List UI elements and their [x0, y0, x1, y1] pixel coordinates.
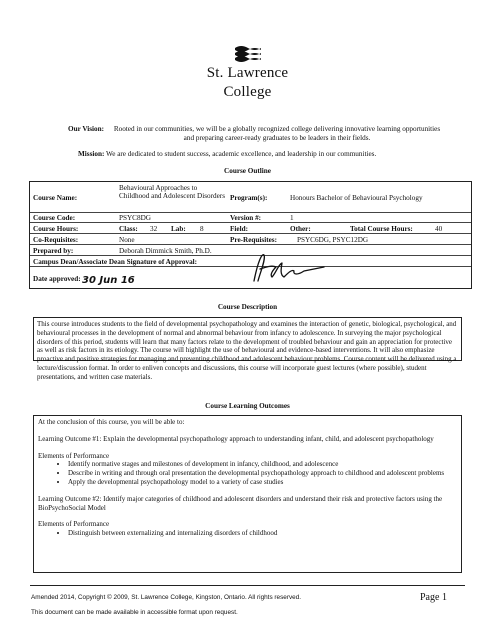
row-divider: [30, 233, 471, 234]
course-description-title: Course Description: [217, 303, 278, 311]
course-description-text: This course introduces students to the field of developmental psychopathology and examines the interaction of genetic, biological, psychological, and behavioural processes in the development of normal and abnormal behaviour from infancy to adolescence. In surveying the major psychological disorders of this period, students will learn that many factors relate to the development of troubled behaviour and gain an appreciation for protective as well as risk factors in its etiology. The course will highlight the use of behavioural and evidence-based interventions. It will also emphasize proactive and positive strategies for managing and preventing childhood and adolescent behaviour problems. Course content will be delivered using a lecture/discussion format. In order to enliven concepts and discussions, this course will incorporate guest lectures (where possible), student presentations, and written case materials.: [37, 320, 457, 381]
version-value: 1: [290, 214, 294, 222]
row-divider: [30, 244, 471, 245]
date-label: Date approved:: [33, 275, 81, 283]
course-code-value: PSYC8DG: [119, 214, 151, 222]
learning-outcomes-box: [33, 415, 462, 573]
lab-label: Lab:: [171, 225, 186, 233]
course-code-label: Course Code:: [33, 214, 76, 222]
prepared-value: Deborah Dimmick Smith, Ph.D.: [119, 247, 212, 255]
list-item: • Identify normative stages and milestones of development in infancy, childhood, and adolescence: [68, 460, 457, 469]
class-value: 32: [150, 225, 158, 233]
list-item: • Apply the developmental psychopathology model to a variety of case studies: [68, 478, 457, 487]
list-item: • Describe in writing and through oral presentation the developmental psychopathology approach to childhood and adolescent problems: [68, 469, 457, 478]
accessibility-note: This document can be made available in accessible format upon request.: [31, 609, 238, 616]
elements-label: Elements of Performance: [38, 520, 110, 529]
vision-label: Our Vision:: [68, 125, 105, 133]
lo2-elements-list: [38, 529, 457, 538]
mission-text: We are dedicated to student success, academic excellence, and leadership in our communities.: [106, 150, 377, 158]
college-name-line2: College: [223, 84, 272, 100]
dean-signature: [248, 251, 328, 285]
college-name-line1: St. Lawrence: [206, 65, 289, 81]
course-name-label: Course Name:: [33, 194, 78, 202]
footer-copyright: Amended 2014, Copyright © 2009, St. Lawrence College, Kingston, Ontario. All rights reserved.: [31, 594, 302, 601]
program-value: Honours Bachelor of Behavioural Psychology: [290, 194, 423, 202]
version-label: Version #:: [230, 214, 262, 222]
row-divider: [30, 222, 471, 223]
page-number: Page 1: [420, 592, 447, 603]
total-hours-value: 40: [435, 225, 443, 233]
learning-outcome-1: Learning Outcome #1: Explain the developmental psychopathology approach to understanding infant, child, and adolescent psychopathology: [38, 434, 434, 443]
mission-statement: [78, 150, 458, 159]
field-label: Field:: [230, 225, 248, 233]
footer-rule: [30, 585, 465, 586]
college-logo: [0, 44, 495, 100]
list-item: • Distinguish between externalizing and internalizing disorders of childhood: [68, 529, 457, 538]
lo1-elements-list: [38, 460, 457, 486]
coreq-label: Co-Requisites:: [33, 236, 79, 244]
program-label: Program(s):: [230, 194, 268, 202]
prereq-value: PSYC6DG, PSYC12DG: [297, 236, 369, 244]
course-outline-title: Course Outline: [224, 167, 271, 175]
learning-outcome-2: Learning Outcome #2: Identify major categories of childhood and adolescent disorders and understand their risk and protective factors using the BioPsychoSocial Model: [38, 494, 443, 512]
signature-label: Campus Dean/Associate Dean Signature of Approval:: [33, 258, 198, 266]
prereq-label: Pre-Requisites:: [230, 236, 277, 244]
class-label: Class:: [119, 225, 138, 233]
lab-value: 8: [200, 225, 204, 233]
other-label: Other:: [290, 225, 311, 233]
course-name-value: Behavioural Approaches to Childhood and Adolescent Disorders: [119, 184, 226, 201]
elements-label: Elements of Performance: [38, 451, 110, 460]
coreq-value: None: [119, 236, 135, 244]
row-divider: [30, 212, 471, 213]
course-hours-label: Course Hours:: [33, 225, 79, 233]
learning-outcomes-title: Course Learning Outcomes: [205, 402, 290, 410]
total-hours-label: Total Course Hours:: [350, 225, 413, 233]
course-description-box: [33, 317, 462, 381]
wave-logo-icon: [233, 44, 263, 62]
prepared-label: Prepared by:: [33, 247, 74, 255]
outcomes-intro: At the conclusion of this course, you will be able to:: [38, 418, 185, 426]
mission-label: Mission:: [78, 150, 105, 158]
date-approved-value: 30 Jun 16: [82, 275, 135, 286]
vision-statement: [68, 125, 441, 142]
vision-text: Rooted in our communities, we will be a globally recognized college delivering innovative learning opportunities and preparing career-ready graduates to be leaders in their fields.: [113, 125, 441, 142]
